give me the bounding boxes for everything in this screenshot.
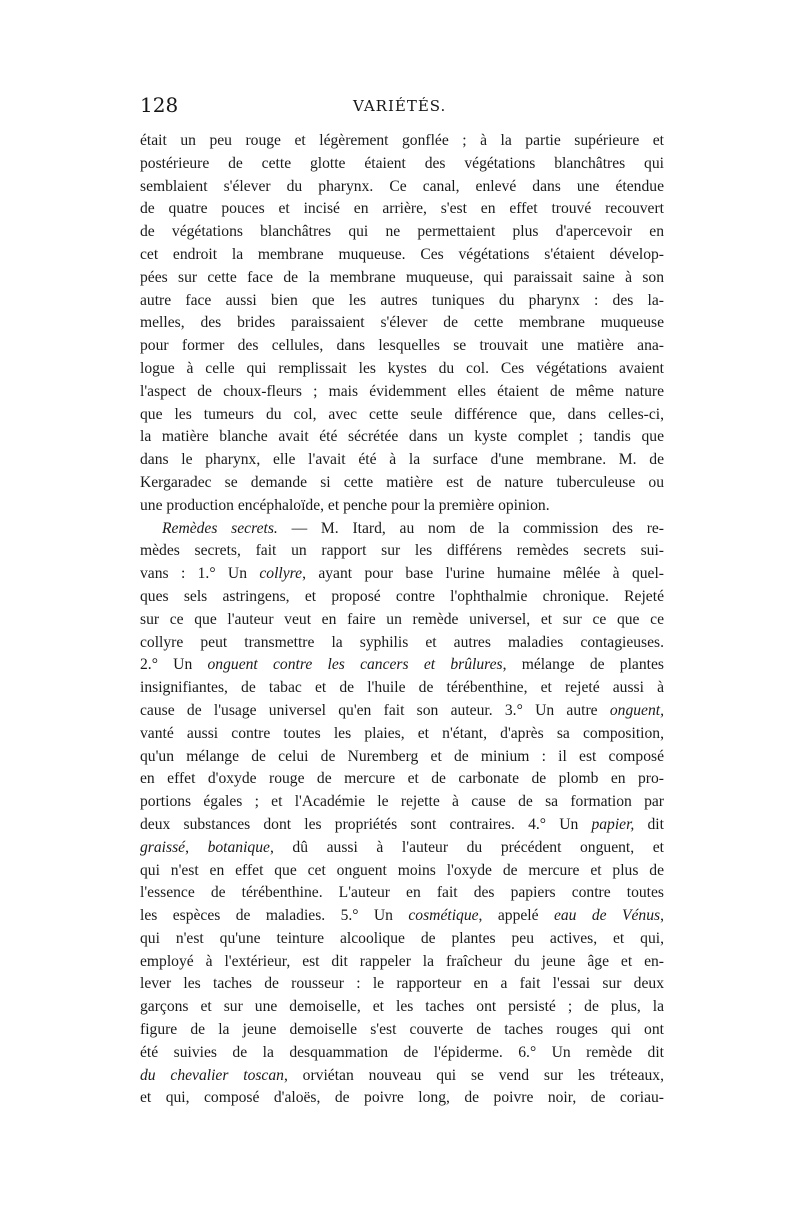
text-line bbox=[140, 335, 664, 358]
text-line bbox=[140, 449, 664, 472]
text-run: l'essence de térébenthine. L'auteur en fait des papiers contre toutes bbox=[140, 884, 664, 902]
text-line bbox=[140, 677, 664, 700]
text-run: que les tumeurs du col, avec cette seule différence que, dans celles-ci, bbox=[140, 405, 664, 423]
text-line bbox=[140, 426, 664, 449]
text-run: , mélange de plantes bbox=[502, 656, 664, 674]
text-line bbox=[140, 837, 664, 860]
text-line bbox=[140, 358, 664, 381]
text-run: deux substances dont les propriétés sont contraires. 4.° Un bbox=[140, 815, 592, 833]
text-run: cause de l'usage universel qu'en fait son auteur. 3.° Un autre bbox=[140, 701, 610, 719]
page-number: 128 bbox=[140, 93, 179, 117]
text-line bbox=[140, 130, 664, 153]
text-run: de quatre pouces et incisé en arrière, s'est en effet trouvé recouvert bbox=[140, 200, 664, 218]
text-line bbox=[140, 860, 664, 883]
text-run: mèdes secrets, fait un rapport sur les différens remèdes secrets sui- bbox=[140, 542, 664, 560]
italic-text: eau de Vénus bbox=[553, 907, 661, 925]
text-run: , orviétan nouveau qui se vend sur les tréteaux, bbox=[283, 1066, 664, 1084]
text-line bbox=[140, 791, 664, 814]
text-run: semblaient s'élever du pharynx. Ce canal, enlevé dans une étendue bbox=[140, 177, 664, 195]
text-run: de végétations blanchâtres qui ne permettaient plus d'apercevoir en bbox=[140, 223, 664, 241]
text-line bbox=[140, 768, 664, 791]
text-run: , bbox=[185, 838, 208, 856]
text-line bbox=[140, 1042, 664, 1065]
text-run: figure de la jeune demoiselle s'est couverte de taches rouges qui ont bbox=[140, 1021, 664, 1039]
italic-text: onguent, bbox=[609, 701, 664, 719]
text-line bbox=[140, 381, 664, 404]
text-run: autre face aussi bien que les autres tuniques du pharynx : des la- bbox=[140, 291, 664, 309]
text-run: la matière blanche avait été sécrétée dans un kyste complet ; tandis que bbox=[140, 428, 664, 446]
text-run: cet endroit la membrane muqueuse. Ces végétations s'étaient dévelop- bbox=[140, 245, 664, 263]
text-run: 2.° Un bbox=[140, 656, 208, 674]
running-head: VARIÉTÉS. bbox=[353, 97, 447, 115]
text-line bbox=[140, 472, 664, 495]
text-line bbox=[140, 198, 664, 221]
italic-text: onguent contre les cancers et brûlures bbox=[207, 656, 503, 674]
text-run: qui n'est en effet que cet onguent moins l'oxyde de mercure et plus de bbox=[140, 861, 664, 879]
text-run: vanté aussi contre toutes les plaies, et n'étant, d'après sa composition, bbox=[140, 724, 664, 742]
text-line bbox=[140, 1065, 664, 1088]
text-line bbox=[140, 746, 664, 769]
text-run: vans : 1.° Un bbox=[140, 565, 260, 583]
text-run: une production encéphaloïde, et penche pour la première opinion. bbox=[140, 496, 550, 514]
text-line bbox=[140, 312, 664, 335]
text-run: été suivies de la desquammation de l'épiderme. 6.° Un remède dit bbox=[140, 1043, 664, 1061]
text-line bbox=[140, 495, 664, 518]
text-run: pour former des cellules, dans lesquelles se trouvait une matière ana- bbox=[140, 337, 664, 355]
page-header bbox=[140, 92, 664, 118]
body-text bbox=[140, 130, 664, 1110]
italic-text: graissé bbox=[140, 838, 186, 856]
text-line bbox=[140, 267, 664, 290]
text-line bbox=[140, 654, 664, 677]
text-run: sur ce que l'auteur veut en faire un remède universel, et sur ce que ce bbox=[140, 610, 664, 628]
text-run: , dû aussi à l'auteur du précédent onguent, et bbox=[269, 838, 664, 856]
text-line bbox=[140, 1087, 664, 1110]
text-run: collyre peut transmettre la syphilis et autres maladies contagieuses. bbox=[140, 633, 664, 651]
italic-text: du chevalier toscan bbox=[140, 1066, 284, 1084]
text-line bbox=[140, 563, 664, 586]
text-line bbox=[140, 540, 664, 563]
italic-text: Remèdes secrets. bbox=[162, 519, 278, 537]
text-run: melles, des brides paraissaient s'élever de cette membrane muqueuse bbox=[140, 314, 664, 332]
text-line bbox=[140, 905, 664, 928]
text-run: était un peu rouge et légèrement gonflée ; à la partie supérieure et bbox=[140, 132, 664, 149]
text-run: , bbox=[660, 907, 665, 925]
text-line bbox=[140, 882, 664, 905]
text-run: garçons et sur une demoiselle, et les taches ont persisté ; de plus, la bbox=[140, 998, 664, 1016]
text-run: dit bbox=[634, 815, 664, 833]
text-line bbox=[140, 221, 664, 244]
text-line bbox=[140, 814, 664, 837]
text-run: lever les taches de rousseur : le rapporteur en a fait l'essai sur deux bbox=[140, 975, 664, 993]
text-line bbox=[140, 723, 664, 746]
text-run: ques sels astringens, et proposé contre l'ophthalmie chronique. Rejeté bbox=[140, 587, 664, 605]
text-run: Kergaradec se demande si cette matière est de nature tuberculeuse ou bbox=[140, 473, 664, 491]
text-run: portions égales ; et l'Académie le rejette à cause de sa formation par bbox=[140, 793, 664, 811]
text-run: l'aspect de choux-fleurs ; mais évidemment elles étaient de même nature bbox=[140, 382, 664, 400]
text-line bbox=[140, 176, 664, 199]
text-line bbox=[140, 609, 664, 632]
text-run: dans le pharynx, elle l'avait été à la surface d'une membrane. M. de bbox=[140, 451, 664, 469]
text-run: et qui, composé d'aloës, de poivre long, de poivre noir, de coriau- bbox=[140, 1089, 664, 1107]
text-run: employé à l'extérieur, est dit rappeler la fraîcheur du jeune âge et en- bbox=[140, 952, 664, 970]
text-line bbox=[140, 586, 664, 609]
text-line bbox=[140, 153, 664, 176]
text-run: logue à celle qui remplissait les kystes du col. Ces végétations avaient bbox=[140, 359, 664, 377]
text-run: en effet d'oxyde rouge de mercure et de carbonate de plomb en pro- bbox=[140, 770, 664, 788]
text-run: , appelé bbox=[478, 907, 554, 925]
text-run: , ayant pour base l'urine humaine mêlée à quel- bbox=[302, 565, 664, 583]
text-run: les espèces de maladies. 5.° Un bbox=[140, 907, 409, 925]
text-line bbox=[140, 632, 664, 655]
text-line bbox=[140, 973, 664, 996]
text-run: qui n'est qu'une teinture alcoolique de plantes peu actives, et qui, bbox=[140, 929, 664, 947]
italic-text: botanique bbox=[207, 838, 270, 856]
text-run: postérieure de cette glotte étaient des végétations blanchâtres qui bbox=[140, 154, 664, 172]
text-line bbox=[140, 290, 664, 313]
text-line bbox=[140, 700, 664, 723]
text-run: qu'un mélange de celui de Nuremberg et de minium : il est composé bbox=[140, 747, 664, 765]
text-line bbox=[140, 518, 664, 541]
text-line bbox=[140, 951, 664, 974]
italic-text: collyre bbox=[259, 565, 303, 583]
text-line bbox=[140, 928, 664, 951]
text-run: — M. Itard, au nom de la commission des re- bbox=[277, 519, 665, 537]
text-line bbox=[140, 244, 664, 267]
text-run: pées sur cette face de la membrane muqueuse, qui paraissait saine à son bbox=[140, 268, 664, 286]
text-run: insignifiantes, de tabac et de l'huile de térébenthine, et rejeté aussi à bbox=[140, 679, 664, 697]
italic-text: cosmétique bbox=[408, 907, 479, 925]
text-line bbox=[140, 1019, 664, 1042]
text-line bbox=[140, 404, 664, 427]
italic-text: papier, bbox=[591, 815, 635, 833]
text-line bbox=[140, 996, 664, 1019]
